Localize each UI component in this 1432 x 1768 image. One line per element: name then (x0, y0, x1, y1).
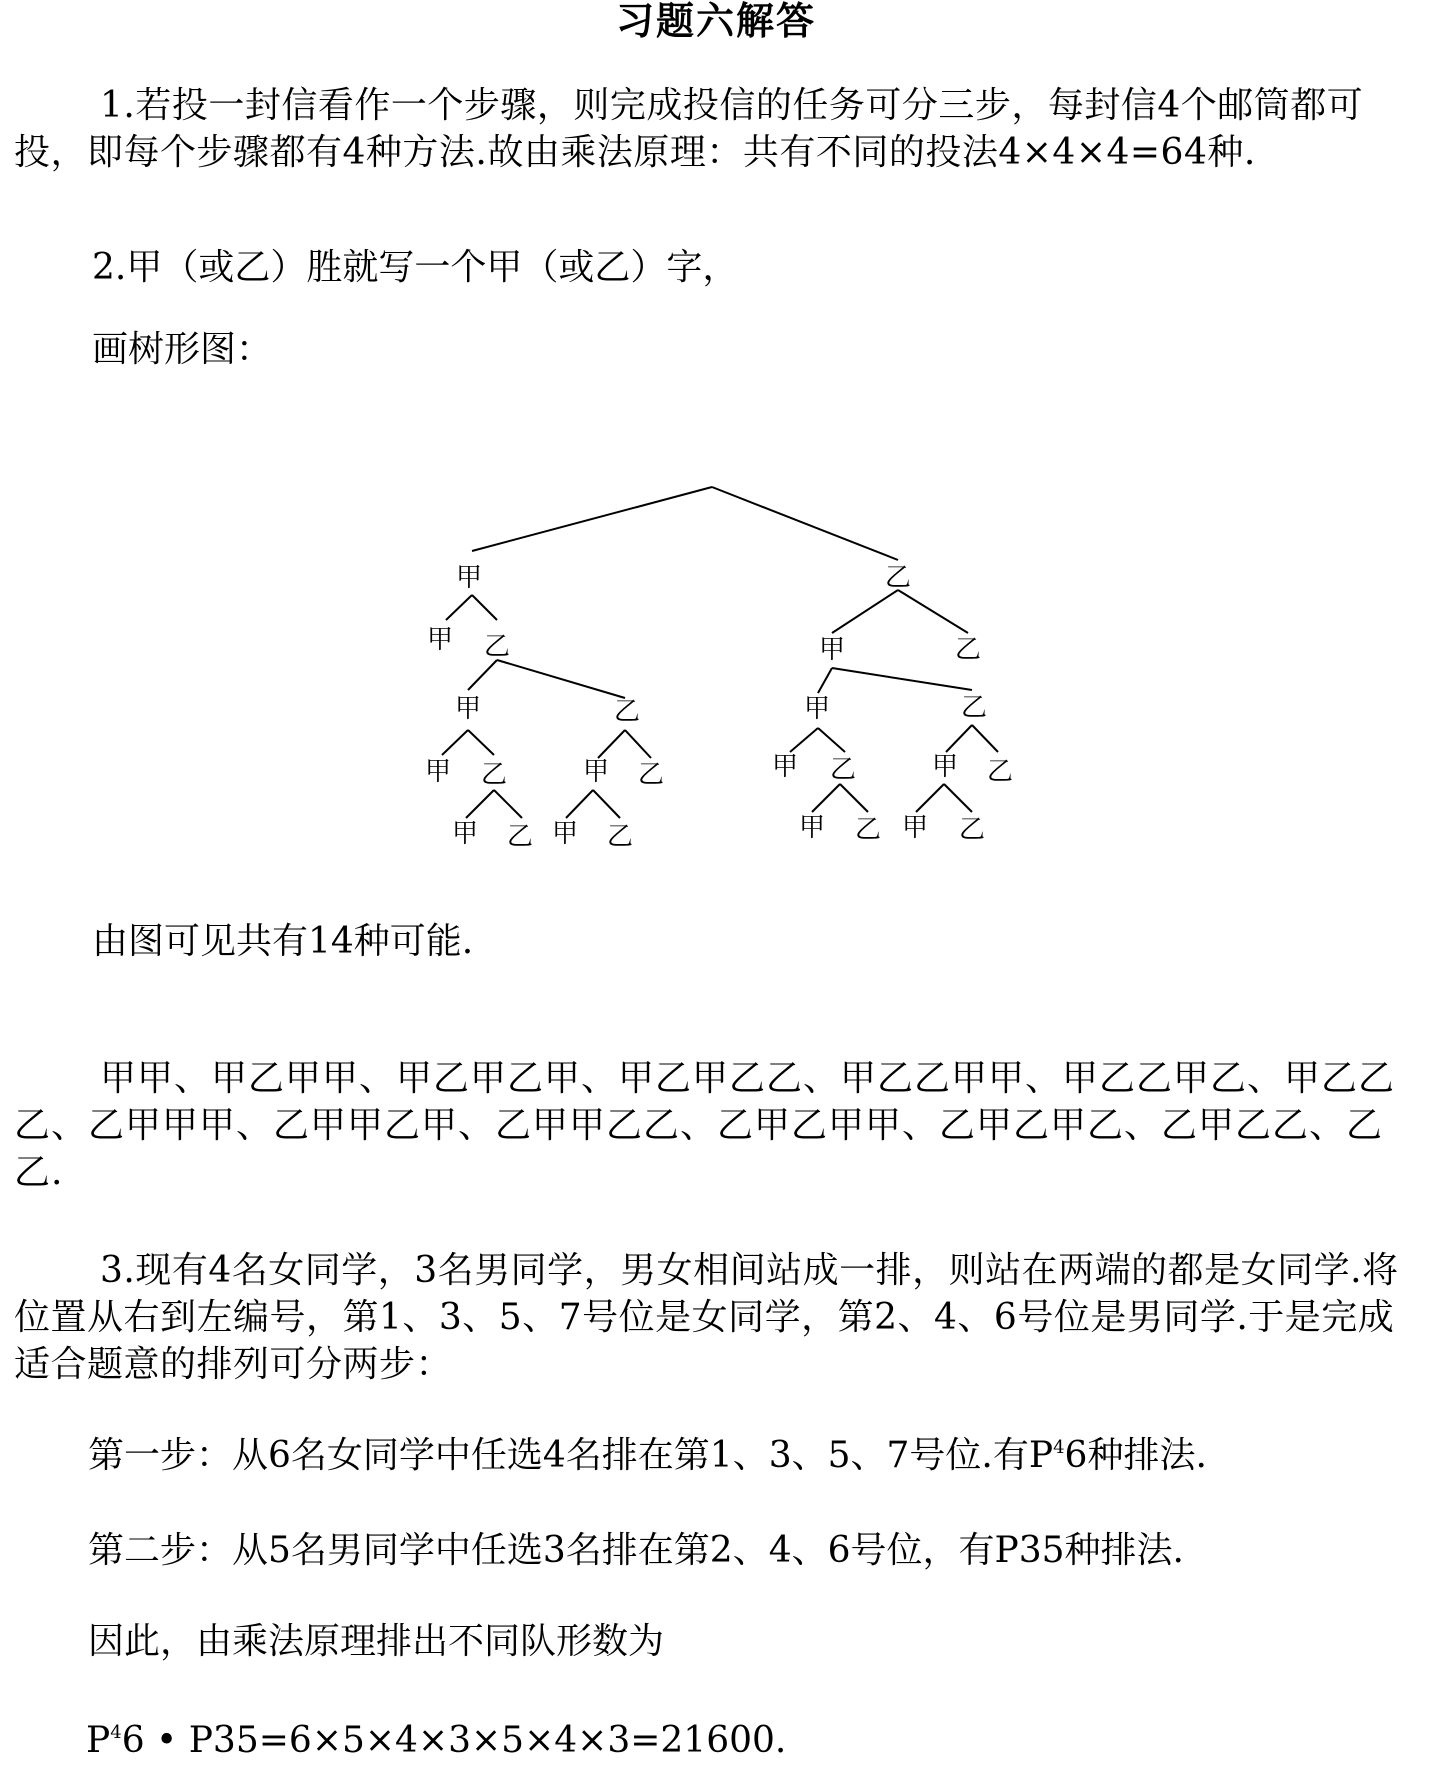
page-title: 习题六解答 (615, 0, 816, 43)
tree-node-jia: 甲 (798, 813, 826, 843)
tree-node-yi: 乙 (960, 693, 988, 723)
tree-node-jia: 甲 (454, 694, 482, 724)
step-1-superscript: 4 (1053, 1437, 1065, 1458)
tree-node-yi: 乙 (506, 822, 534, 852)
tree-node-jia: 甲 (424, 757, 452, 787)
tree-node-jia: 甲 (451, 819, 479, 849)
tree-node-yi: 乙 (613, 697, 641, 727)
tree-node-jia: 甲 (426, 625, 454, 655)
formula-p: P (86, 1720, 111, 1761)
tree-node-jia: 甲 (818, 635, 846, 665)
tree-node-yi: 乙 (884, 563, 912, 593)
tree-node-jia: 甲 (771, 752, 799, 782)
step-1-after: 6种排法. (1064, 1435, 1207, 1476)
tree-node-yi: 乙 (854, 815, 882, 845)
tree-node-yi: 乙 (606, 822, 634, 852)
tree-node-jia: 甲 (931, 752, 959, 782)
question-2-result: 由图可见共有14种可能. (92, 921, 474, 962)
formula-superscript: 4 (110, 1722, 122, 1743)
tree-node-jia: 甲 (901, 813, 929, 843)
tree-node-jia: 甲 (582, 757, 610, 787)
formula-rest: 6 • P35=6×5×4×3×5×4×3=21600. (121, 1720, 787, 1761)
final-formula (86, 1717, 786, 1764)
question-1-text: 1.若投一封信看作一个步骤，则完成投信的任务可分三步，每封信4个邮筒都可投，即每个步骤都有4种方法.故由乘法原理：共有不同的投法4×4×4=64种. (14, 85, 1364, 173)
step-1-text (88, 1432, 1207, 1479)
question-2-intro: 2.甲（或乙）胜就写一个甲（或乙）字， (92, 247, 739, 288)
question-3-text: 3.现有4名女同学，3名男同学，男女相间站成一排，则站在两端的都是女同学.将位置从右到左编号，第1、3、5、7号位是女同学，第2、4、6号位是男同学.于是完成适合题意的排列可分两步： (14, 1250, 1399, 1385)
conclusion-text: 因此，由乘法原理排出不同队形数为 (88, 1621, 665, 1662)
tree-node-yi: 乙 (954, 635, 982, 665)
step-1-before: 第一步：从6名女同学中任选4名排在第1、3、5、7号位.有P (88, 1435, 1054, 1476)
tree-node-yi: 乙 (986, 757, 1014, 787)
tree-node-jia: 甲 (551, 819, 579, 849)
step-2-text: 第二步：从5名男同学中任选3名排在第2、4、6号位，有P35种排法. (88, 1530, 1184, 1571)
question-2-draw-label: 画树形图： (92, 329, 273, 370)
tree-node-jia: 甲 (455, 563, 483, 593)
tree-node-jia: 甲 (803, 694, 831, 724)
tree-node-yi: 乙 (829, 755, 857, 785)
tree-node-yi: 乙 (483, 632, 511, 662)
tree-diagram (0, 0, 1432, 880)
question-2-outcome-list: 甲甲、甲乙甲甲、甲乙甲乙甲、甲乙甲乙乙、甲乙乙甲甲、甲乙乙甲乙、甲乙乙乙、乙甲甲甲、乙甲甲乙甲、乙甲甲乙乙、乙甲乙甲甲、乙甲乙甲乙、乙甲乙乙、乙乙. (14, 1058, 1396, 1193)
tree-node-yi: 乙 (637, 760, 665, 790)
tree-node-yi: 乙 (480, 760, 508, 790)
tree-node-yi: 乙 (958, 815, 986, 845)
